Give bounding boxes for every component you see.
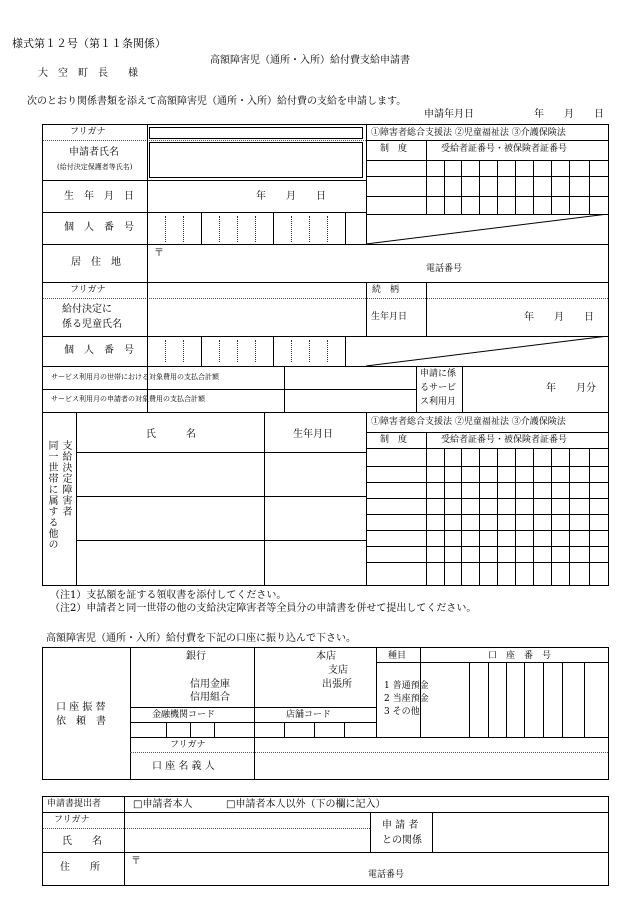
- applicant-birth-label: 生 年 月 日: [64, 191, 134, 202]
- account-number-label: 口 座 番 号: [488, 651, 552, 661]
- shinkumi-label: 信用組合: [190, 692, 230, 703]
- account-type-3[interactable]: 3 その他: [384, 707, 420, 717]
- account-type-label: 種目: [388, 651, 407, 661]
- service-month-value[interactable]: 年 月分: [546, 383, 596, 394]
- household-side-label-2: 支給決定障害者: [60, 440, 71, 517]
- diagonal-strike-child: [366, 336, 608, 366]
- addressee: 大 空 町 長 様: [38, 68, 138, 79]
- applicant-mynumber-label: 個 人 番 号: [64, 222, 134, 233]
- applicant-total-input[interactable]: [286, 391, 414, 410]
- service-month-label-3: ス利用月: [420, 397, 457, 407]
- service-month-label-2: るサービ: [420, 383, 457, 393]
- submitter-relation-label-2: との関係: [382, 835, 422, 846]
- applicant-furigana-label: フリガナ: [70, 127, 106, 137]
- branch-code-label: 店舗コード: [286, 710, 332, 720]
- child-mynumber-label: 個 人 番 号: [64, 345, 134, 356]
- note-1: （注1）支払額を証する領収書を添付してください。: [50, 590, 287, 601]
- child-name-label-2: 係る児童氏名: [62, 319, 122, 330]
- applicant-law-options: ①障害者総合支援法 ②児童福祉法 ③介護保険法: [371, 128, 566, 138]
- child-name-input[interactable]: [149, 300, 363, 334]
- bank-intro: 高額障害児（通所・入所）給付費を下記の口座に振り込んで下さい。: [46, 633, 356, 644]
- branch-sub-label: 支店: [328, 665, 348, 676]
- account-type-1[interactable]: 1 普通預金: [384, 681, 429, 691]
- applicant-total-label: サービス利用月の申請者の対象費用の支払合計額: [51, 395, 205, 403]
- household-birth-col: 生年月日: [293, 429, 333, 440]
- bank-furigana-label: フリガナ: [170, 740, 206, 750]
- form-title: 高額障害児（通所・入所）給付費支給申請書: [210, 55, 410, 66]
- submitter-relation-label-1: 申 請 者: [382, 820, 419, 831]
- submitter-other-option[interactable]: □申請者本人以外（下の欄に記入）: [226, 799, 386, 810]
- bank-side-label-1: 口 座 振 替: [56, 702, 106, 713]
- household-law-options: ①障害者総合支援法 ②児童福祉法 ③介護保険法: [371, 417, 566, 427]
- household-cert-label: 受給者証番号・被保険者証番号: [441, 435, 568, 445]
- child-birth-label: 生年月日: [371, 312, 408, 322]
- applicant-name-label: 申請者氏名: [69, 147, 119, 158]
- applicant-address-input[interactable]: [165, 247, 605, 279]
- submitter-postal-mark: 〒: [131, 856, 141, 867]
- shinkin-label: 信用金庫: [190, 679, 230, 690]
- branch-office-label: 出張所: [322, 679, 352, 690]
- household-total-label: サービス利用月の世帯における対象費用の支払合計額: [51, 373, 219, 381]
- bank-kind-label: 銀行: [186, 651, 206, 662]
- applicant-name-input[interactable]: [149, 142, 363, 178]
- diagonal-strike: [366, 214, 608, 244]
- submitter-self-option[interactable]: □申請者本人: [133, 799, 193, 810]
- submitter-address-label: 住 所: [60, 862, 100, 873]
- form-number: 様式第１２号（第１１条関係）: [12, 37, 166, 50]
- child-birth-value[interactable]: 年 月 日: [524, 312, 594, 323]
- note-2: （注2）申請者と同一世帯の他の支給決定障害者等全員分の申請書を併せて提出してください。: [50, 603, 477, 614]
- account-holder-label: 口 座 名 義 人: [152, 761, 215, 772]
- submitter-name-input[interactable]: [126, 830, 368, 850]
- child-furigana-label: フリガナ: [70, 285, 106, 295]
- applicant-cert-label: 受給者証番号・被保険者証番号: [441, 144, 568, 154]
- household-total-input[interactable]: [286, 368, 414, 387]
- household-system-label: 制 度: [380, 435, 408, 445]
- account-holder-input[interactable]: [256, 754, 606, 778]
- child-relation-label: 続 柄: [372, 285, 400, 295]
- submitter-label: 申請書提出者: [47, 799, 102, 809]
- branch-main-label: 本店: [316, 651, 336, 662]
- applicant-postal-mark: 〒: [154, 248, 164, 259]
- submitter-furigana-label: フリガナ: [54, 815, 90, 825]
- household-name-col: 氏 名: [146, 429, 196, 440]
- service-month-label-1: 申請に係: [420, 369, 457, 379]
- intro-text: 次のとおり関係書類を添えて高額障害児（通所・入所）給付費の支給を申請します。: [27, 96, 407, 107]
- submitter-name-label: 氏 名: [62, 836, 102, 847]
- submitter-phone-label: 電話番号: [368, 870, 405, 880]
- account-type-2[interactable]: 2 当座預金: [384, 694, 429, 704]
- applicant-address-label: 居 住 地: [71, 257, 121, 268]
- bank-side-label-2: 依 頼 書: [56, 716, 106, 727]
- child-name-label-1: 給付決定に: [62, 304, 112, 315]
- applicant-system-label: 制 度: [380, 144, 408, 154]
- inst-code-label: 金融機関コード: [152, 710, 216, 720]
- applicant-birth-value[interactable]: 年 月 日: [256, 191, 326, 202]
- applicant-phone-label: 電話番号: [426, 264, 463, 274]
- applicant-furigana-input[interactable]: [149, 127, 363, 139]
- application-date[interactable]: 申請年月日 年 月 日: [424, 109, 604, 120]
- applicant-name-note: (給付決定保護者等氏名): [57, 163, 133, 171]
- household-side-label-1: 同一世帯に属する他の: [46, 440, 57, 550]
